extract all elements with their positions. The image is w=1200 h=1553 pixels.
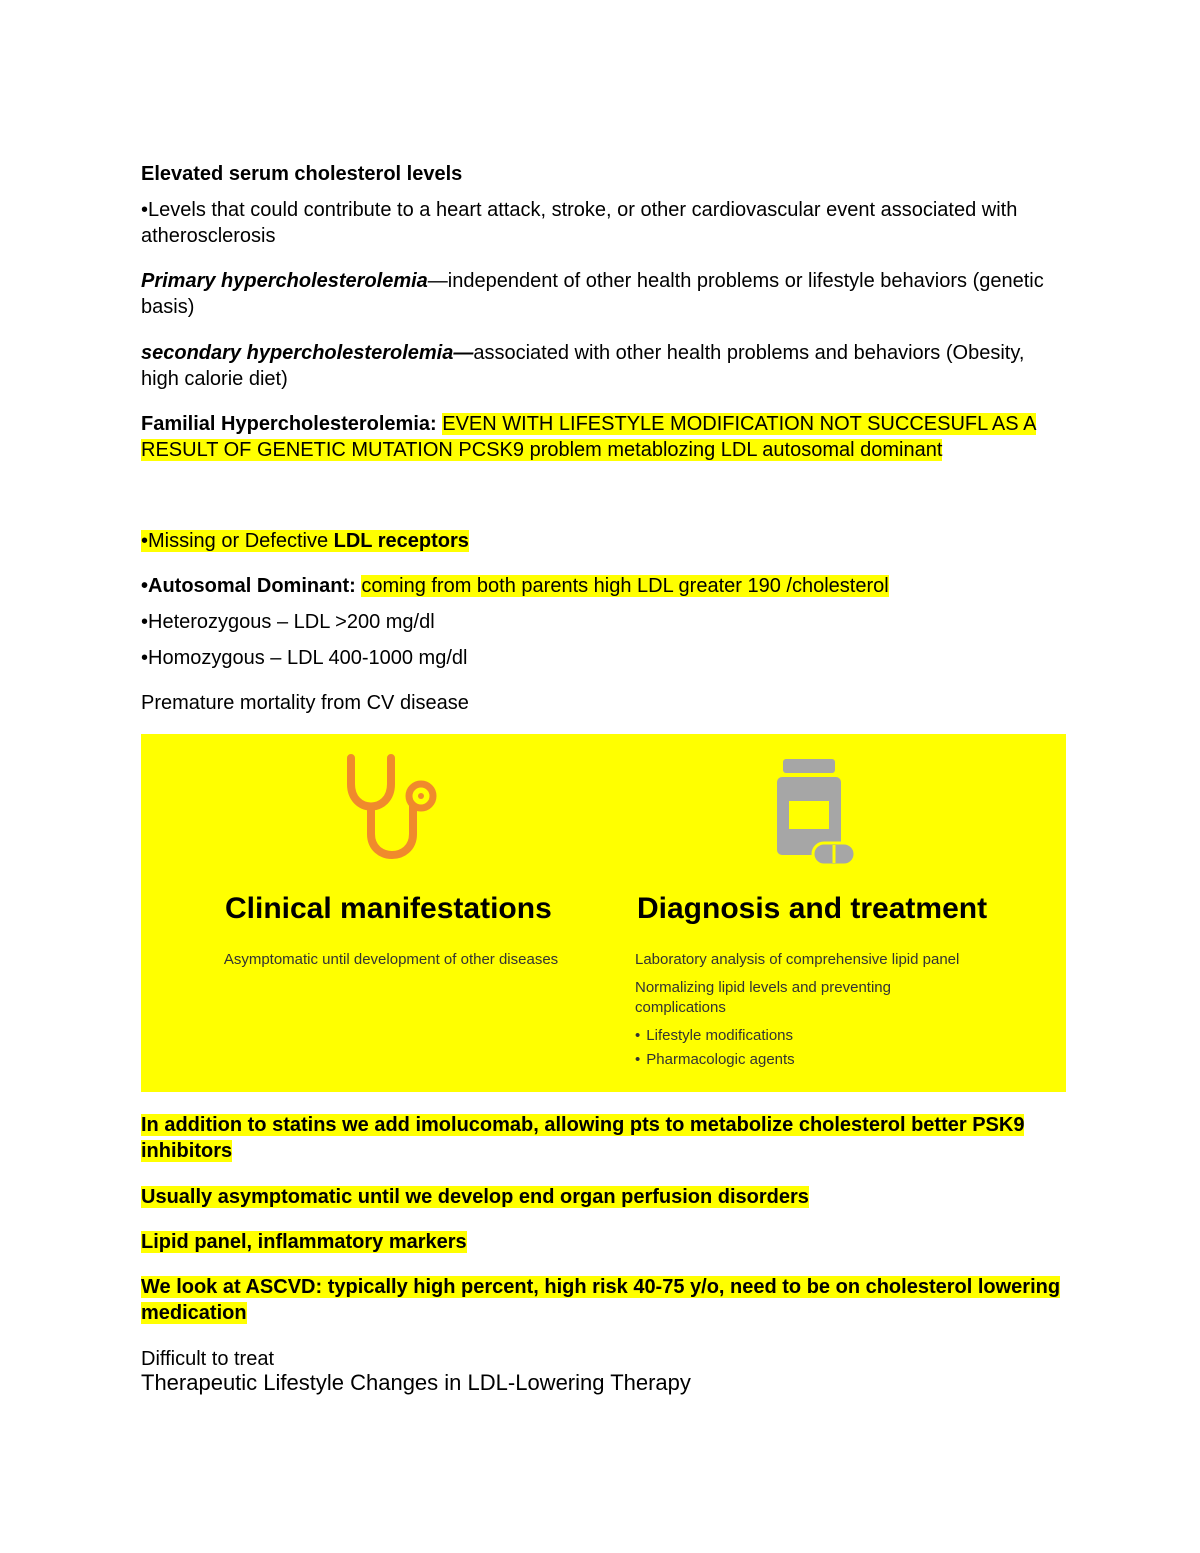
autosomal-note: coming from both parents high LDL greater 190 /cholesterol (361, 575, 889, 597)
treatment-list (635, 1024, 795, 1072)
lipid-note-text: Lipid panel, inflammatory markers (141, 1231, 467, 1253)
primary-paragraph (141, 268, 1061, 320)
lipid-note (141, 1229, 1061, 1255)
premature-line: Premature mortality from CV disease (141, 692, 469, 714)
familial-paragraph (141, 411, 1061, 463)
heterozygous-line: •Heterozygous – LDL >200 mg/dl (141, 611, 435, 633)
ascvd-note (141, 1274, 1061, 1326)
secondary-text: associated with other health problems and behaviors (Obesity, high calorie diet) (141, 342, 1025, 390)
levels-bullet: •Levels that could contribute to a heart attack, stroke, or other cardiovascular event associated with atherosclerosis (141, 199, 1018, 247)
pill-bottle-icon (777, 759, 857, 867)
clinical-title: Clinical manifestations (225, 892, 552, 925)
diagnosis-line2: Normalizing lipid levels and preventing complications (635, 979, 891, 1016)
diagnosis-title: Diagnosis and treatment (637, 892, 988, 925)
clinical-text: Asymptomatic until development of other diseases (223, 951, 559, 968)
primary-text: —independent of other health problems or lifestyle behaviors (genetic basis) (141, 270, 1044, 318)
missing-text: •Missing or Defective (141, 530, 334, 552)
familial-note: EVEN WITH LIFESTYLE MODIFICATION NOT SUCCESUFL AS A RESULT OF GENETIC MUTATION PCSK9 problem metablozing LDL autosomal dominant (141, 413, 1037, 461)
secondary-paragraph (141, 340, 1061, 392)
homozygous-line: •Homozygous – LDL 400-1000 mg/dl (141, 647, 468, 669)
section-heading: Elevated serum cholesterol levels (141, 163, 463, 185)
stethoscope-icon (341, 754, 441, 874)
infographic-panel (141, 734, 1066, 1092)
statins-note (141, 1112, 1061, 1164)
diagnosis-line1: Laboratory analysis of comprehensive lipid panel (635, 951, 960, 968)
secondary-term: secondary hypercholesterolemia— (141, 342, 474, 364)
primary-term: Primary hypercholesterolemia (141, 270, 428, 292)
treatment-item: • Lifestyle modifications (635, 1024, 795, 1048)
statins-note-text: In addition to statins we add imolucomab, allowing pts to metabolize cholesterol better PSK9 inhibitors (141, 1114, 1025, 1162)
treatment-item: • Pharmacologic agents (635, 1048, 795, 1072)
missing-bold: LDL receptors (333, 530, 469, 552)
therapeutic-heading: Therapeutic Lifestyle Changes in LDL-Lowering Therapy (141, 1370, 691, 1395)
ascvd-note-text: We look at ASCVD: typically high percent, high risk 40-75 y/o, need to be on cholesterol lowering medication (141, 1276, 1061, 1324)
autosomal-label: •Autosomal Dominant: (141, 575, 362, 597)
asymptomatic-note (141, 1184, 1061, 1210)
autosomal-paragraph (141, 573, 1061, 599)
asymptomatic-note-text: Usually asymptomatic until we develop end organ perfusion disorders (141, 1186, 809, 1208)
missing-paragraph (141, 528, 1061, 554)
familial-label: Familial Hypercholesterolemia: (141, 413, 443, 435)
difficult-line: Difficult to treat (141, 1348, 275, 1370)
